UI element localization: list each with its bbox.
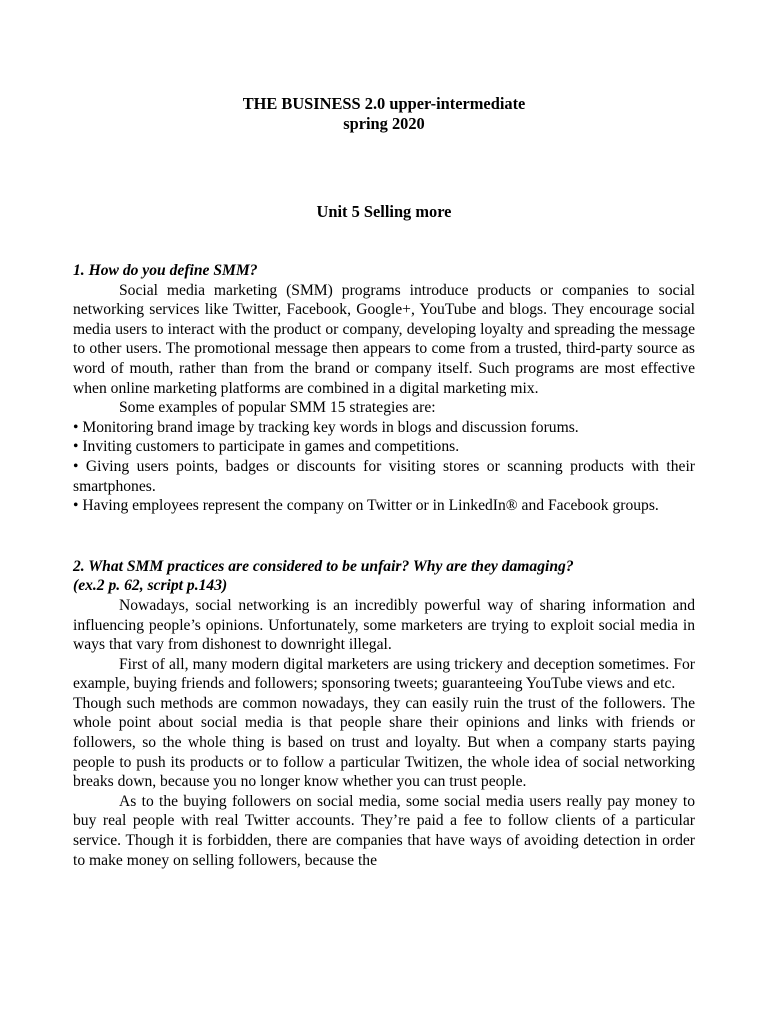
document-page <box>73 90 695 870</box>
document-subtitle: spring 2020 <box>343 114 425 133</box>
document-title: THE BUSINESS 2.0 upper-intermediate <box>242 94 526 113</box>
bullet-item: • Giving users points, badges or discounts for visiting stores or scanning products with their smartphones. <box>73 457 695 495</box>
section1-paragraph: Some examples of popular SMM 15 strategies are: <box>119 399 436 417</box>
section2-paragraph: First of all, many modern digital marketers are using trickery and deception sometimes. For example, buying friends and followers; sponsoring tweets; guaranteeing YouTube views and etc. <box>73 655 695 693</box>
bullet-item: • Inviting customers to participate in games and competitions. <box>73 438 460 456</box>
section2-reference: (ex.2 p. 62, script p.143) <box>73 577 228 595</box>
section2-heading: 2. What SMM practices are considered to be unfair? Why are they damaging? <box>73 557 574 575</box>
bullet-item: • Having employees represent the company on Twitter or in LinkedIn® and Facebook groups. <box>73 497 659 515</box>
section1-heading: 1. How do you define SMM? <box>73 262 258 279</box>
unit-title: Unit 5 Selling more <box>316 202 452 221</box>
bullet-item: • Monitoring brand image by tracking key words in blogs and discussion forums. <box>73 418 579 436</box>
section1-paragraph: Social media marketing (SMM) programs introduce products or companies to social networking services like Twitter, Facebook, Google+, YouTube and blogs. They encourage social media users to interact with the product or company, developing loyalty and spreading the message to other users. The promotional message then appears to come from a trusted, third-party source as word of mouth, rather than from the brand or company itself. Such programs are most effective when online marketing platforms are combined in a digital marketing mix. <box>73 281 695 397</box>
section2-paragraph: As to the buying followers on social media, some social media users really pay money to buy real people with real Twitter accounts. They’re paid a fee to follow clients of a particular service. Though it is forbidden, there are companies that have ways of avoiding detection in order to make money on selling followers, because the <box>73 792 695 869</box>
section2-paragraph: Nowadays, social networking is an incredibly powerful way of sharing information and influencing people’s opinions. Unfortunately, some marketers are trying to exploit social media in ways that vary from dishonest to downright illegal. <box>73 596 695 654</box>
section2-paragraph: Though such methods are common nowadays, they can easily ruin the trust of the followers. The whole point about social media is that people share their opinions and links with friends or followers, so the whole thing is based on trust and loyalty. But when a company starts paying people to push its products or to follow a particular Twitizen, the whole idea of social networking breaks down, because you no longer know whether you can trust people. <box>73 694 695 791</box>
